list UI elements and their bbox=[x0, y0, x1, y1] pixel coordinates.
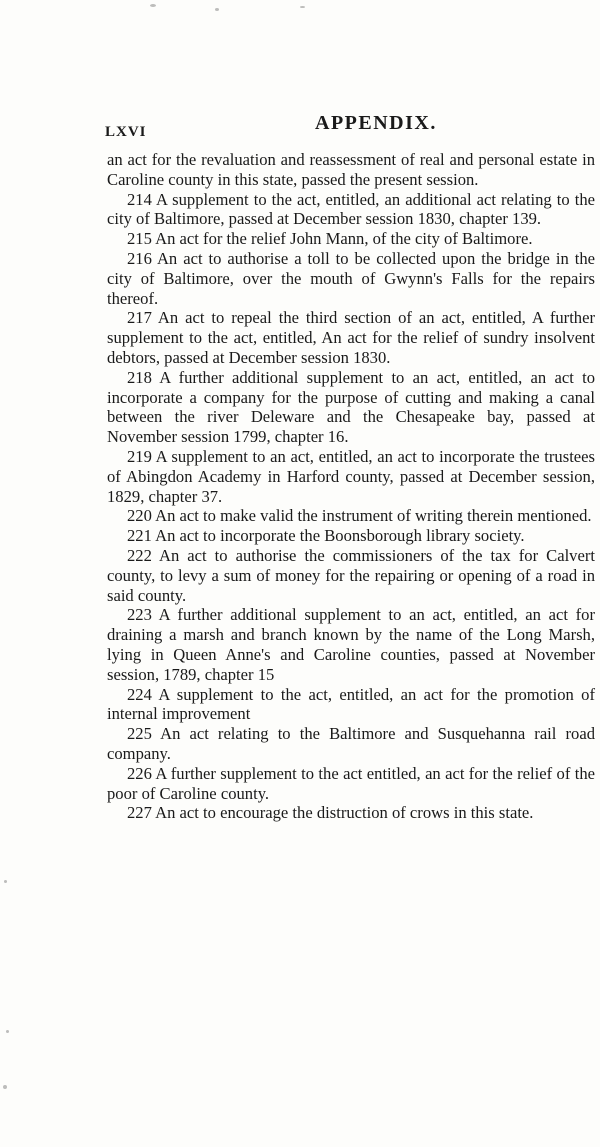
paragraph-continuation: an act for the revaluation and reassessment of real and personal estate in Caroline county in this state, passed the present session. bbox=[107, 150, 595, 189]
paragraph-item-227: 227 An act to encourage the distruction of crows in this state. bbox=[127, 803, 534, 823]
paragraph-item-226: 226 A further supplement to the act entitled, an act for the relief of the poor of Caroline county. bbox=[107, 763, 595, 803]
print-smudge bbox=[150, 4, 156, 7]
paragraph-item-222: 222 An act to authorise the commissioners of the tax for Calvert county, to levy a sum of money for the repairing or opening of a road in said county. bbox=[107, 545, 595, 605]
print-smudge bbox=[3, 1085, 7, 1089]
paragraph-item-218: 218 A further additional supplement to an act, entitled, an act to incorporate a company for the purpose of cutting and making a canal between the river Deleware and the Chesapeake bay, passed at November session 1799, chapter 16. bbox=[107, 367, 595, 447]
paragraph-item-223: 223 A further additional supplement to an act, entitled, an act for draining a marsh and branch known by the name of the Long Marsh, lying in Queen Anne's and Caroline counties, passed at November session, 1789, chapter 15 bbox=[107, 605, 595, 684]
body-text bbox=[107, 150, 595, 823]
paragraph-item-225: 225 An act relating to the Baltimore and Susquehanna rail road company. bbox=[107, 724, 595, 763]
paragraph-item-217: 217 An act to repeal the third section of an act, entitled, A further supplement to the act, entitled, An act for the relief of sundry insolvent debtors, passed at December session 1830. bbox=[107, 308, 595, 367]
paragraph-item-220: 220 An act to make valid the instrument of writing therein mentioned. bbox=[127, 506, 592, 526]
paragraph-item-214: 214 A supplement to the act, entitled, an additional act relating to the city of Baltimore, passed at December session 1830, chapter 139. bbox=[107, 189, 595, 229]
running-title: APPENDIX. bbox=[315, 112, 437, 134]
page-header bbox=[105, 112, 565, 142]
print-smudge bbox=[215, 8, 219, 11]
paragraph-item-219: 219 A supplement to an act, entitled, an act to incorporate the trustees of Abingdon Academy in Harford county, passed at December session, 1829, chapter 37. bbox=[107, 446, 595, 506]
paragraph-item-216: 216 An act to authorise a toll to be collected upon the bridge in the city of Baltimore, over the mouth of Gwynn's Falls for the repairs thereof. bbox=[107, 248, 595, 308]
paragraph-item-224: 224 A supplement to the act, entitled, an act for the promotion of internal improvement bbox=[107, 684, 595, 724]
print-smudge bbox=[300, 6, 305, 8]
print-smudge bbox=[4, 880, 7, 883]
print-smudge bbox=[6, 1030, 9, 1033]
page-number: LXVI bbox=[105, 124, 147, 140]
paragraph-item-215: 215 An act for the relief John Mann, of the city of Baltimore. bbox=[127, 229, 533, 249]
paragraph-item-221: 221 An act to incorporate the Boonsborough library society. bbox=[127, 526, 525, 546]
